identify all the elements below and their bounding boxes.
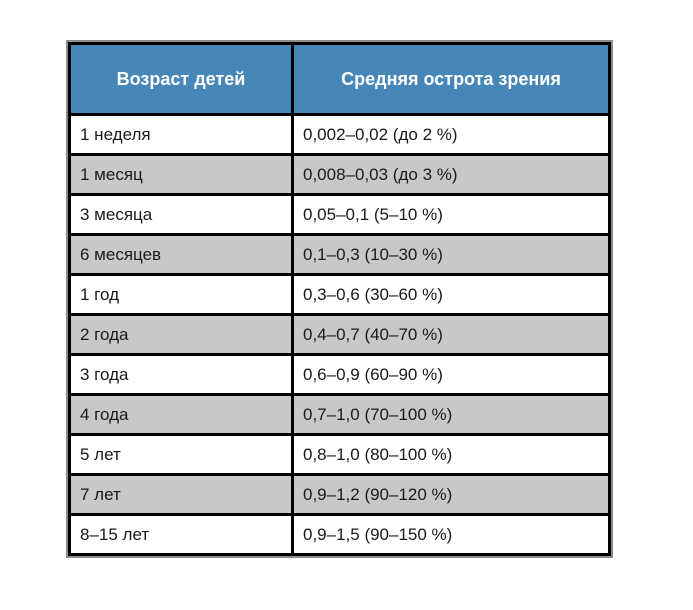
table-row	[70, 275, 610, 315]
acuity-cell: 0,002–0,02 (до 2 %)	[293, 115, 610, 155]
age-cell: 3 месяца	[70, 195, 293, 235]
table-row	[70, 515, 610, 555]
table-row	[70, 115, 610, 155]
acuity-cell: 0,3–0,6 (30–60 %)	[293, 275, 610, 315]
age-cell: 1 год	[70, 275, 293, 315]
table-row	[70, 475, 610, 515]
age-cell: 6 месяцев	[70, 235, 293, 275]
age-cell: 8–15 лет	[70, 515, 293, 555]
acuity-cell: 0,4–0,7 (40–70 %)	[293, 315, 610, 355]
table-outer-frame	[66, 40, 613, 558]
table-row	[70, 195, 610, 235]
header-row	[70, 44, 610, 115]
acuity-cell: 0,05–0,1 (5–10 %)	[293, 195, 610, 235]
age-cell: 7 лет	[70, 475, 293, 515]
age-cell: 1 неделя	[70, 115, 293, 155]
age-cell: 5 лет	[70, 435, 293, 475]
age-cell: 1 месяц	[70, 155, 293, 195]
table-row	[70, 435, 610, 475]
table-body	[70, 115, 610, 555]
table-row	[70, 395, 610, 435]
acuity-cell: 0,1–0,3 (10–30 %)	[293, 235, 610, 275]
header-age-column: Возраст детей	[70, 44, 293, 115]
table-row	[70, 315, 610, 355]
acuity-cell: 0,6–0,9 (60–90 %)	[293, 355, 610, 395]
age-cell: 3 года	[70, 355, 293, 395]
acuity-cell: 0,008–0,03 (до 3 %)	[293, 155, 610, 195]
table-row	[70, 155, 610, 195]
table-row	[70, 235, 610, 275]
age-cell: 2 года	[70, 315, 293, 355]
acuity-cell: 0,9–1,5 (90–150 %)	[293, 515, 610, 555]
header-acuity-column: Средняя острота зрения	[293, 44, 610, 115]
age-cell: 4 года	[70, 395, 293, 435]
acuity-cell: 0,7–1,0 (70–100 %)	[293, 395, 610, 435]
acuity-cell: 0,9–1,2 (90–120 %)	[293, 475, 610, 515]
table-header	[70, 44, 610, 115]
acuity-cell: 0,8–1,0 (80–100 %)	[293, 435, 610, 475]
table-row	[70, 355, 610, 395]
visual-acuity-table	[68, 42, 611, 556]
